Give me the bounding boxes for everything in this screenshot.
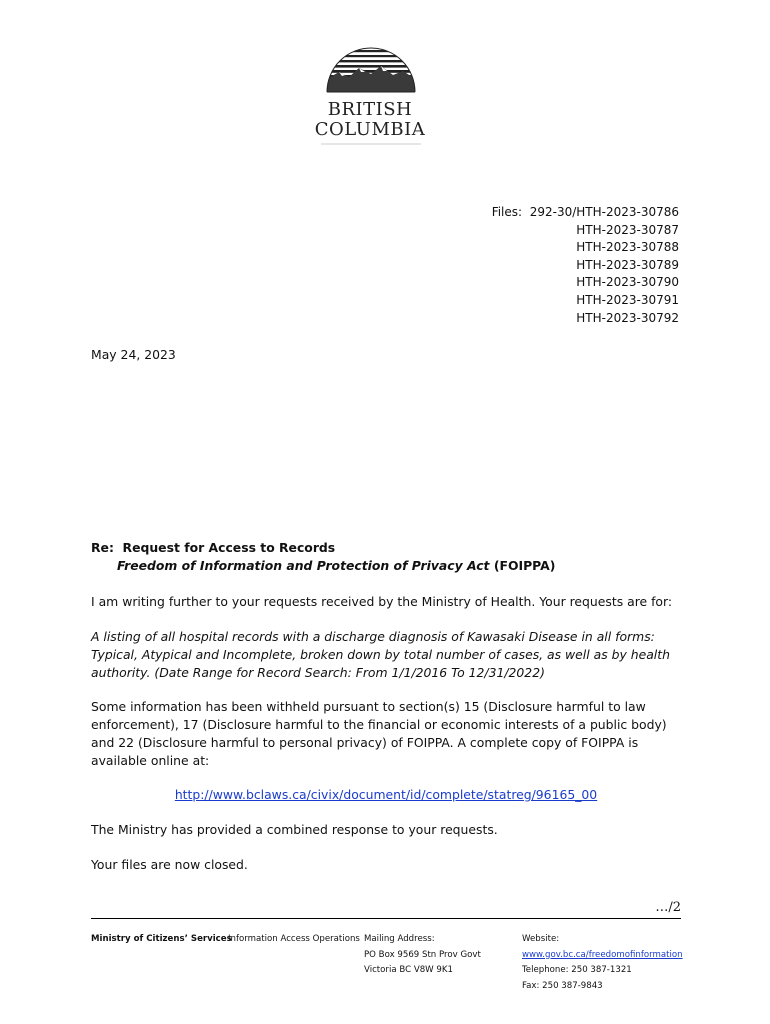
file-number: HTH-2023-30790 (576, 275, 679, 290)
file-number: HTH-2023-30788 (576, 240, 679, 255)
withheld-paragraph: Some information has been withheld pursuant to section(s) 15 (Disclosure harmful to law enforcement), 17 (Disclosure harmful to the financial or economic interests of a public body) and 22 (Disclosure harmful to personal privacy) of FOIPPA. A complete copy of FOIPPA is available online at: (91, 699, 667, 768)
footer-divider (91, 918, 681, 919)
foippa-link[interactable]: http://www.bclaws.ca/civix/document/id/complete/statreg/96165_00 (174, 787, 598, 802)
closed-paragraph: Your files are now closed. (91, 857, 248, 872)
logo-wordmark-line2: COLUMBIA (314, 119, 426, 140)
re-label: Re: (91, 540, 114, 555)
website-label: Website: (522, 934, 560, 944)
website-link[interactable]: www.gov.bc.ca/freedomofinformation (522, 949, 683, 960)
footer-contact-block (522, 932, 683, 994)
footer-office: Information Access Operations (228, 934, 360, 944)
telephone: Telephone: 250 387-1321 (522, 965, 632, 975)
request-paragraph: A listing of all hospital records with a discharge diagnosis of Kawasaki Disease in all forms: Typical, Atypical and Incomplete, broken down by total number of cases, as well as by health authority. (Date Range for Record Search: From 1/1/2016 To 12/31/2022) (91, 629, 670, 680)
mailing-line2: Victoria BC V8W 9K1 (364, 965, 453, 975)
re-line (91, 539, 681, 557)
files-label: Files: (491, 205, 523, 219)
file-number: 292-30/HTH-2023-30786 (529, 205, 679, 219)
act-abbrev: (FOIPPA) (493, 558, 556, 573)
combined-paragraph: The Ministry has provided a combined response to your requests. (91, 822, 498, 837)
file-numbers-block (492, 204, 679, 327)
letter-date: May 24, 2023 (91, 347, 176, 362)
file-number: HTH-2023-30789 (576, 257, 679, 272)
file-number: HTH-2023-30791 (576, 292, 679, 307)
foippa-link-line (91, 786, 681, 804)
mailing-label: Mailing Address: (364, 934, 435, 944)
file-number: HTH-2023-30787 (576, 222, 679, 237)
page-continuation-marker: …/2 (655, 900, 681, 915)
mailing-line1: PO Box 9569 Stn Prov Govt (364, 949, 481, 960)
re-act-line (117, 557, 677, 575)
act-name: Freedom of Information and Protection of Privacy Act (117, 558, 490, 573)
logo-wordmark-line1: BRITISH (327, 99, 413, 120)
re-subject: Request for Access to Records (122, 540, 336, 555)
footer-ministry: Ministry of Citizens’ Services (91, 934, 232, 944)
fax: Fax: 250 387-9843 (522, 980, 603, 991)
footer-mailing-block (364, 932, 481, 979)
file-number: HTH-2023-30792 (576, 310, 679, 325)
intro-paragraph: I am writing further to your requests received by the Ministry of Health. Your requests are for: (91, 594, 673, 609)
